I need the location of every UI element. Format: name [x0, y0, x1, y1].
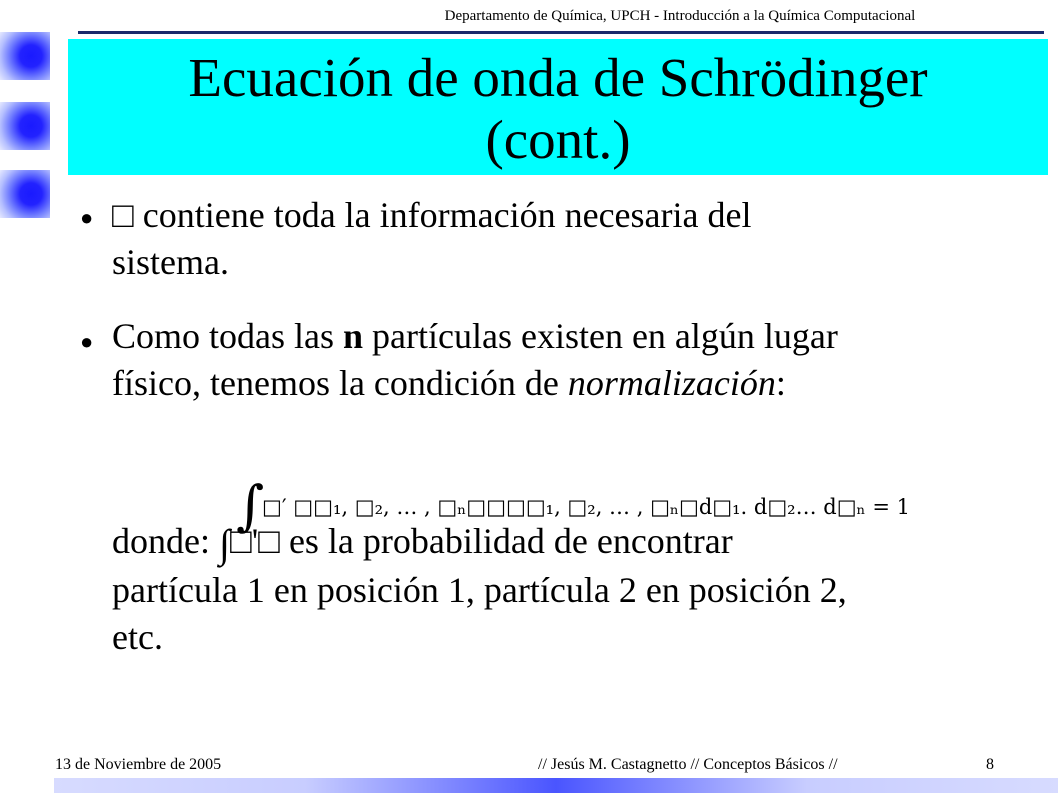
donde-label: donde:: [112, 521, 210, 561]
donde-line3: etc.: [112, 617, 163, 657]
header-department: Departamento de Química, UPCH - Introducción a la Química Computacional: [444, 8, 916, 24]
bullet-2-line1-pre: Como todas las: [112, 316, 343, 356]
slide-title-line1: Ecuación de onda de Schrödinger: [188, 47, 928, 108]
bullet-2-bold-n: n: [343, 316, 364, 356]
bullet-2-line2-post: :: [775, 363, 786, 403]
bullet-2-line1-post: partículas existen en algún lugar: [363, 316, 838, 356]
slide-title-line2: (cont.): [485, 109, 631, 170]
integral-symbol: ∫: [236, 474, 265, 537]
psi-placeholder-glyph: □: [112, 195, 134, 235]
bullet-marker-2: ●: [80, 329, 94, 354]
slide-title-box: [68, 39, 1048, 175]
donde-line1-rest: es la probabilidad de encontrar: [279, 521, 733, 561]
formula-expression: □′ □□₁, □₂, … , □ₙ□□□□₁, □₂, … , □ₙ□d□₁. d□₂… d□ₙ = 1: [262, 495, 910, 519]
donde-expression: □'□: [229, 521, 280, 561]
donde-integral-symbol: ∫: [218, 521, 230, 566]
donde-paragraph: [112, 518, 1012, 661]
slide-title: [68, 47, 1048, 171]
bullet-1-line2: sistema.: [112, 242, 229, 282]
decorative-square-3: [0, 170, 50, 218]
decorative-square-2: [0, 102, 50, 150]
bullet-2-line2-pre: físico, tenemos la condición de: [112, 363, 568, 403]
decorative-square-1: [0, 32, 50, 80]
page-number: 8: [986, 756, 994, 773]
donde-line2: partícula 1 en posición 1, partícula 2 en posición 2,: [112, 570, 847, 610]
footer-author: // Jesús M. Castagnetto // Conceptos Básicos //: [538, 756, 838, 773]
bullet-marker-1: ●: [80, 205, 94, 230]
header-rule: [78, 31, 1044, 34]
footer-date: 13 de Noviembre de 2005: [55, 756, 222, 773]
bullet-text-2: [112, 313, 1012, 407]
bullet-2-italic-normalizacion: normalización: [567, 363, 776, 403]
bottom-gradient-bar: [54, 778, 1058, 793]
bullet-text-1: [112, 192, 1012, 286]
bullet-1-line1: contiene toda la información necesaria del: [142, 195, 752, 235]
